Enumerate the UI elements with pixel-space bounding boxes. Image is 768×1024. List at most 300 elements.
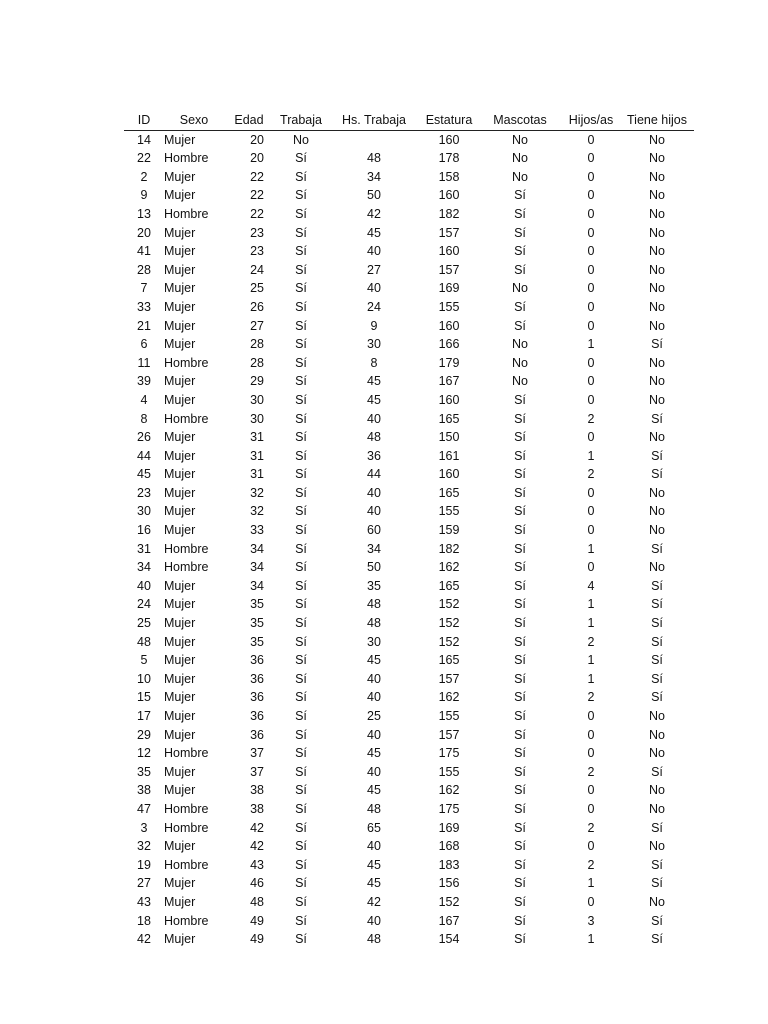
- table-row: [124, 130, 694, 149]
- table-row: [124, 242, 694, 261]
- cell-edad: 22: [250, 188, 264, 203]
- cell-id: 10: [137, 671, 151, 686]
- cell-sexo: Hombre: [164, 913, 209, 928]
- table-row: [124, 410, 694, 429]
- cell-hijos: 2: [587, 411, 595, 426]
- cell-hs-trabaja: 60: [367, 523, 381, 538]
- table-row: [124, 781, 694, 800]
- cell-tiene-hijos: No: [649, 262, 665, 277]
- cell-estatura: 157: [438, 727, 460, 742]
- cell-estatura: 165: [438, 578, 460, 593]
- cell-tiene-hijos: No: [649, 727, 665, 742]
- cell-estatura: 162: [438, 690, 460, 705]
- cell-hs-trabaja: 42: [367, 206, 381, 221]
- cell-mascotas: Sí: [514, 262, 526, 277]
- cell-estatura: 167: [438, 913, 460, 928]
- cell-mascotas: Sí: [514, 913, 526, 928]
- cell-tiene-hijos: Sí: [651, 411, 663, 426]
- cell-hijos: 1: [587, 597, 595, 612]
- cell-tiene-hijos: No: [649, 206, 665, 221]
- cell-edad: 20: [250, 132, 264, 147]
- cell-tiene-hijos: Sí: [651, 597, 663, 612]
- cell-edad: 23: [250, 225, 264, 240]
- table-row: [124, 688, 694, 707]
- cell-id: 38: [137, 783, 151, 798]
- cell-hs-trabaja: 25: [367, 709, 381, 723]
- table-row: [124, 558, 694, 577]
- cell-edad: 36: [250, 727, 264, 742]
- cell-hs-trabaja: 65: [367, 820, 381, 835]
- cell-hs-trabaja: 45: [367, 876, 381, 891]
- cell-estatura: 182: [438, 206, 460, 221]
- table-row: [124, 521, 694, 540]
- cell-mascotas: Sí: [514, 430, 526, 445]
- cell-trabaja: Sí: [295, 355, 307, 370]
- table-row: [124, 224, 694, 243]
- cell-mascotas: Sí: [514, 839, 526, 854]
- data-table: [124, 111, 694, 949]
- cell-estatura: 160: [438, 318, 460, 333]
- cell-sexo: Mujer: [164, 318, 196, 333]
- cell-estatura: 179: [438, 355, 460, 370]
- cell-estatura: 162: [438, 560, 460, 575]
- cell-hijos: 1: [587, 337, 595, 352]
- cell-mascotas: Sí: [514, 727, 526, 742]
- cell-hijos: 2: [587, 690, 595, 705]
- cell-mascotas: Sí: [514, 318, 526, 333]
- cell-hs-trabaja: 48: [367, 151, 381, 166]
- cell-hs-trabaja: 40: [367, 764, 381, 779]
- cell-sexo: Mujer: [164, 932, 196, 947]
- cell-tiene-hijos: No: [649, 430, 665, 445]
- cell-hijos: 0: [587, 188, 595, 203]
- cell-hijos: 0: [587, 783, 595, 798]
- cell-id: 15: [137, 690, 151, 705]
- cell-sexo: Mujer: [164, 690, 196, 705]
- table-row: [124, 707, 694, 726]
- table-row: [124, 595, 694, 614]
- cell-hs-trabaja: 40: [367, 504, 381, 519]
- cell-edad: 36: [250, 671, 264, 686]
- cell-mascotas: Sí: [514, 616, 526, 631]
- cell-tiene-hijos: Sí: [651, 913, 663, 928]
- cell-hijos: 0: [587, 151, 595, 166]
- cell-edad: 48: [250, 894, 264, 909]
- cell-edad: 49: [250, 913, 264, 928]
- cell-tiene-hijos: No: [649, 132, 665, 147]
- cell-trabaja: Sí: [295, 783, 307, 798]
- cell-trabaja: Sí: [295, 913, 307, 928]
- cell-hs-trabaja: 45: [367, 225, 381, 240]
- cell-hijos: 2: [587, 634, 595, 649]
- cell-edad: 31: [250, 430, 264, 445]
- cell-tiene-hijos: Sí: [651, 337, 663, 352]
- cell-trabaja: Sí: [295, 169, 307, 184]
- cell-mascotas: No: [512, 355, 528, 370]
- table-row: [124, 335, 694, 354]
- cell-id: 41: [137, 244, 151, 259]
- cell-id: 21: [137, 318, 151, 333]
- cell-hijos: 0: [587, 132, 595, 147]
- cell-hijos: 0: [587, 374, 595, 389]
- cell-id: 30: [137, 504, 151, 519]
- cell-mascotas: Sí: [514, 578, 526, 593]
- cell-estatura: 157: [438, 225, 460, 240]
- cell-mascotas: Sí: [514, 244, 526, 259]
- cell-sexo: Hombre: [164, 355, 209, 370]
- table-row: [124, 465, 694, 484]
- header-hs-trabaja: Hs. Trabaja: [328, 111, 420, 130]
- cell-hs-trabaja: 42: [367, 894, 381, 909]
- table-row: [124, 800, 694, 819]
- table-row: [124, 261, 694, 280]
- cell-hijos: 0: [587, 169, 595, 184]
- cell-estatura: 152: [438, 894, 460, 909]
- cell-id: 19: [137, 857, 151, 872]
- cell-edad: 24: [250, 262, 264, 277]
- cell-edad: 31: [250, 448, 264, 463]
- cell-hijos: 0: [587, 430, 595, 445]
- cell-estatura: 159: [438, 523, 460, 538]
- cell-hs-trabaja: 48: [367, 430, 381, 445]
- cell-hijos: 3: [587, 913, 595, 928]
- cell-trabaja: Sí: [295, 634, 307, 649]
- cell-trabaja: Sí: [295, 299, 307, 314]
- cell-edad: 36: [250, 653, 264, 668]
- cell-hijos: 1: [587, 653, 595, 668]
- table-row: [124, 502, 694, 521]
- cell-tiene-hijos: Sí: [651, 820, 663, 835]
- cell-sexo: Mujer: [164, 523, 196, 538]
- cell-tiene-hijos: Sí: [651, 653, 663, 668]
- cell-edad: 35: [250, 634, 264, 649]
- cell-hs-trabaja: 44: [367, 467, 381, 482]
- cell-trabaja: Sí: [295, 560, 307, 575]
- cell-sexo: Mujer: [164, 616, 196, 631]
- cell-hijos: 0: [587, 894, 595, 909]
- cell-estatura: 152: [438, 616, 460, 631]
- cell-sexo: Mujer: [164, 374, 196, 389]
- cell-tiene-hijos: Sí: [651, 932, 663, 947]
- cell-tiene-hijos: Sí: [651, 876, 663, 891]
- cell-sexo: Mujer: [164, 764, 196, 779]
- cell-mascotas: Sí: [514, 783, 526, 798]
- cell-hs-trabaja: 45: [367, 857, 381, 872]
- cell-mascotas: No: [512, 169, 528, 184]
- cell-hijos: 1: [587, 671, 595, 686]
- cell-sexo: Hombre: [164, 411, 209, 426]
- cell-tiene-hijos: No: [649, 746, 665, 761]
- cell-trabaja: Sí: [295, 597, 307, 612]
- cell-estatura: 178: [438, 151, 460, 166]
- cell-sexo: Mujer: [164, 634, 196, 649]
- cell-hijos: 0: [587, 281, 595, 296]
- cell-edad: 36: [250, 709, 264, 723]
- table-row: [124, 670, 694, 689]
- cell-mascotas: No: [512, 151, 528, 166]
- cell-hs-trabaja: 45: [367, 374, 381, 389]
- cell-tiene-hijos: No: [649, 783, 665, 798]
- cell-estatura: 166: [438, 337, 460, 352]
- cell-hijos: 0: [587, 839, 595, 854]
- cell-id: 25: [137, 616, 151, 631]
- cell-estatura: 156: [438, 876, 460, 891]
- cell-estatura: 158: [438, 169, 460, 184]
- cell-estatura: 152: [438, 597, 460, 612]
- cell-estatura: 182: [438, 541, 460, 556]
- cell-trabaja: Sí: [295, 746, 307, 761]
- cell-edad: 34: [250, 560, 264, 575]
- cell-id: 33: [137, 299, 151, 314]
- cell-edad: 30: [250, 392, 264, 407]
- cell-hs-trabaja: [328, 130, 420, 149]
- cell-mascotas: Sí: [514, 857, 526, 872]
- table-row: [124, 763, 694, 782]
- cell-mascotas: Sí: [514, 801, 526, 816]
- cell-sexo: Mujer: [164, 392, 196, 407]
- cell-mascotas: Sí: [514, 820, 526, 835]
- cell-id: 31: [137, 541, 151, 556]
- table-row: [124, 744, 694, 763]
- cell-id: 27: [137, 876, 151, 891]
- cell-mascotas: Sí: [514, 299, 526, 314]
- cell-hijos: 0: [587, 709, 595, 723]
- cell-estatura: 160: [438, 244, 460, 259]
- table-row: [124, 391, 694, 410]
- cell-estatura: 155: [438, 299, 460, 314]
- cell-id: 4: [140, 392, 148, 407]
- cell-sexo: Mujer: [164, 225, 196, 240]
- cell-hijos: 2: [587, 857, 595, 872]
- cell-edad: 25: [250, 281, 264, 296]
- cell-hs-trabaja: 48: [367, 932, 381, 947]
- cell-edad: 42: [250, 820, 264, 835]
- header-tiene-hijos: Tiene hijos: [620, 111, 694, 130]
- cell-hijos: 0: [587, 801, 595, 816]
- cell-tiene-hijos: No: [649, 801, 665, 816]
- cell-hijos: 0: [587, 244, 595, 259]
- table-row: [124, 484, 694, 503]
- cell-edad: 36: [250, 690, 264, 705]
- cell-mascotas: Sí: [514, 467, 526, 482]
- header-trabaja: Trabaja: [274, 111, 328, 130]
- cell-id: 8: [140, 411, 148, 426]
- cell-hs-trabaja: 50: [367, 560, 381, 575]
- cell-tiene-hijos: Sí: [651, 857, 663, 872]
- cell-edad: 22: [250, 206, 264, 221]
- cell-hijos: 1: [587, 616, 595, 631]
- cell-tiene-hijos: Sí: [651, 448, 663, 463]
- cell-trabaja: Sí: [295, 281, 307, 296]
- cell-tiene-hijos: No: [649, 244, 665, 259]
- cell-edad: 28: [250, 337, 264, 352]
- cell-hs-trabaja: 35: [367, 578, 381, 593]
- cell-mascotas: Sí: [514, 541, 526, 556]
- cell-sexo: Mujer: [164, 299, 196, 314]
- cell-tiene-hijos: No: [649, 709, 665, 723]
- cell-hijos: 0: [587, 262, 595, 277]
- cell-estatura: 160: [438, 132, 460, 147]
- cell-mascotas: Sí: [514, 523, 526, 538]
- cell-edad: 28: [250, 355, 264, 370]
- cell-mascotas: Sí: [514, 411, 526, 426]
- cell-tiene-hijos: Sí: [651, 671, 663, 686]
- cell-edad: 49: [250, 932, 264, 947]
- cell-hijos: 2: [587, 820, 595, 835]
- cell-trabaja: Sí: [295, 188, 307, 203]
- cell-sexo: Hombre: [164, 151, 209, 166]
- cell-edad: 27: [250, 318, 264, 333]
- cell-hs-trabaja: 24: [367, 299, 381, 314]
- cell-mascotas: Sí: [514, 206, 526, 221]
- cell-id: 5: [140, 653, 148, 668]
- cell-hs-trabaja: 8: [370, 355, 378, 370]
- cell-sexo: Mujer: [164, 727, 196, 742]
- cell-mascotas: Sí: [514, 504, 526, 519]
- cell-id: 28: [137, 262, 151, 277]
- cell-hs-trabaja: 30: [367, 337, 381, 352]
- cell-edad: 20: [250, 151, 264, 166]
- cell-tiene-hijos: No: [649, 355, 665, 370]
- cell-edad: 26: [250, 299, 264, 314]
- cell-id: 20: [137, 225, 151, 240]
- cell-estatura: 169: [438, 820, 460, 835]
- header-row: [124, 111, 694, 130]
- cell-hs-trabaja: 48: [367, 801, 381, 816]
- cell-id: 7: [140, 281, 148, 296]
- cell-estatura: 162: [438, 783, 460, 798]
- cell-trabaja: Sí: [295, 244, 307, 259]
- cell-sexo: Hombre: [164, 541, 209, 556]
- cell-tiene-hijos: Sí: [651, 616, 663, 631]
- header-estatura: Estatura: [420, 111, 478, 130]
- cell-id: 40: [137, 578, 151, 593]
- cell-tiene-hijos: Sí: [651, 541, 663, 556]
- cell-sexo: Hombre: [164, 801, 209, 816]
- cell-trabaja: Sí: [295, 690, 307, 705]
- cell-id: 48: [137, 634, 151, 649]
- cell-hs-trabaja: 40: [367, 690, 381, 705]
- cell-id: 42: [137, 932, 151, 947]
- cell-tiene-hijos: Sí: [651, 690, 663, 705]
- cell-id: 29: [137, 727, 151, 742]
- cell-sexo: Mujer: [164, 430, 196, 445]
- cell-id: 34: [137, 560, 151, 575]
- cell-mascotas: Sí: [514, 932, 526, 947]
- cell-estatura: 175: [438, 746, 460, 761]
- cell-id: 47: [137, 801, 151, 816]
- cell-hijos: 0: [587, 355, 595, 370]
- cell-trabaja: Sí: [295, 225, 307, 240]
- cell-id: 11: [137, 355, 151, 370]
- cell-estatura: 175: [438, 801, 460, 816]
- cell-estatura: 150: [438, 430, 460, 445]
- cell-trabaja: Sí: [295, 839, 307, 854]
- cell-mascotas: Sí: [514, 894, 526, 909]
- cell-estatura: 160: [438, 467, 460, 482]
- cell-hs-trabaja: 34: [367, 169, 381, 184]
- cell-mascotas: Sí: [514, 597, 526, 612]
- cell-sexo: Hombre: [164, 820, 209, 835]
- table-body: [124, 130, 694, 949]
- cell-id: 14: [137, 132, 151, 147]
- table-row: [124, 205, 694, 224]
- cell-sexo: Mujer: [164, 169, 196, 184]
- cell-id: 45: [137, 467, 151, 482]
- cell-id: 13: [137, 206, 151, 221]
- cell-mascotas: Sí: [514, 764, 526, 779]
- header-id: ID: [124, 111, 164, 130]
- table-row: [124, 930, 694, 949]
- cell-hs-trabaja: 40: [367, 839, 381, 854]
- cell-tiene-hijos: No: [649, 523, 665, 538]
- cell-hs-trabaja: 30: [367, 634, 381, 649]
- cell-estatura: 165: [438, 485, 460, 500]
- cell-mascotas: Sí: [514, 653, 526, 668]
- cell-edad: 32: [250, 485, 264, 500]
- cell-id: 22: [137, 151, 151, 166]
- cell-edad: 42: [250, 839, 264, 854]
- cell-tiene-hijos: Sí: [651, 764, 663, 779]
- cell-trabaja: Sí: [295, 206, 307, 221]
- cell-id: 24: [137, 597, 151, 612]
- cell-tiene-hijos: No: [649, 374, 665, 389]
- cell-mascotas: Sí: [514, 634, 526, 649]
- cell-mascotas: Sí: [514, 188, 526, 203]
- cell-trabaja: Sí: [295, 337, 307, 352]
- cell-edad: 32: [250, 504, 264, 519]
- cell-sexo: Mujer: [164, 504, 196, 519]
- cell-estatura: 152: [438, 634, 460, 649]
- cell-sexo: Hombre: [164, 746, 209, 761]
- cell-trabaja: Sí: [295, 653, 307, 668]
- cell-edad: 43: [250, 857, 264, 872]
- table-row: [124, 298, 694, 317]
- cell-sexo: Mujer: [164, 839, 196, 854]
- cell-id: 44: [137, 448, 151, 463]
- cell-sexo: Hombre: [164, 857, 209, 872]
- cell-hijos: 1: [587, 932, 595, 947]
- cell-hs-trabaja: 40: [367, 485, 381, 500]
- table-row: [124, 540, 694, 559]
- cell-id: 32: [137, 839, 151, 854]
- cell-hs-trabaja: 50: [367, 188, 381, 203]
- table-row: [124, 428, 694, 447]
- table-row: [124, 317, 694, 336]
- cell-estatura: 161: [438, 448, 460, 463]
- table-row: [124, 856, 694, 875]
- cell-tiene-hijos: No: [649, 504, 665, 519]
- cell-trabaja: Sí: [295, 541, 307, 556]
- cell-id: 12: [137, 746, 151, 761]
- cell-sexo: Mujer: [164, 188, 196, 203]
- cell-sexo: Mujer: [164, 132, 196, 147]
- cell-trabaja: Sí: [295, 578, 307, 593]
- cell-tiene-hijos: Sí: [651, 467, 663, 482]
- cell-sexo: Mujer: [164, 597, 196, 612]
- cell-id: 16: [137, 523, 151, 538]
- table-row: [124, 279, 694, 298]
- cell-id: 3: [140, 820, 148, 835]
- table-row: [124, 819, 694, 838]
- cell-trabaja: Sí: [295, 485, 307, 500]
- cell-hijos: 4: [587, 578, 595, 593]
- cell-hijos: 1: [587, 541, 595, 556]
- cell-hijos: 0: [587, 485, 595, 500]
- cell-estatura: 155: [438, 709, 460, 723]
- cell-hijos: 0: [587, 523, 595, 538]
- table-row: [124, 651, 694, 670]
